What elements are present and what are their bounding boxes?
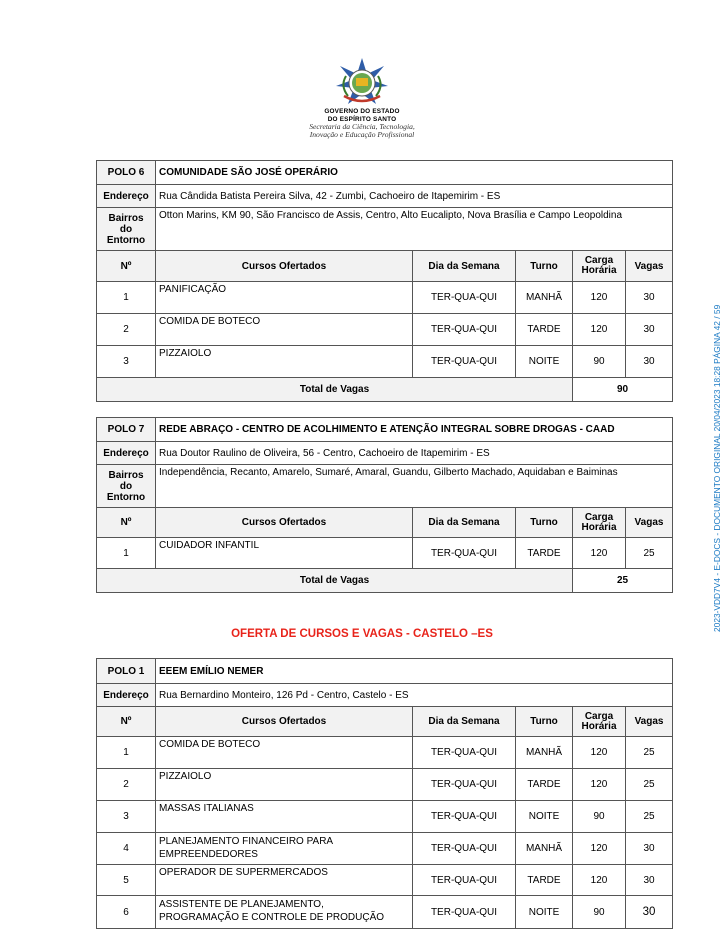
row-vagas: 30 <box>626 833 673 865</box>
row-carga: 120 <box>573 282 626 314</box>
row-curso <box>156 865 413 896</box>
col-header-vagas: Vagas <box>626 251 673 282</box>
row-curso-line: COMIDA DE BOTECO <box>159 739 261 750</box>
row-curso <box>156 896 413 929</box>
row-carga: 120 <box>573 833 626 865</box>
carga-line: Carga <box>584 710 614 722</box>
gov-line-1: GOVERNO DO ESTADO <box>324 108 400 115</box>
row-turno: TARDE <box>516 865 573 896</box>
state-seal-icon <box>334 56 390 108</box>
row-carga: 90 <box>573 801 626 833</box>
col-header-vagas: Vagas <box>626 707 673 737</box>
total-label: Total de Vagas <box>97 378 573 402</box>
col-header-vagas: Vagas <box>626 508 673 538</box>
row-vagas: 25 <box>626 769 673 801</box>
row-curso: PIZZAIOLO <box>156 346 413 378</box>
row-turno: MANHÃ <box>516 833 573 865</box>
row-num: 3 <box>97 346 156 378</box>
row-num: 1 <box>97 737 156 769</box>
row-dia: TER-QUA-QUI <box>413 314 516 346</box>
col-header-carga <box>573 508 626 538</box>
row-dia: TER-QUA-QUI <box>413 538 516 569</box>
table-row <box>97 538 673 569</box>
bairros-label-line: Entorno <box>106 491 146 503</box>
polo-label: POLO 6 <box>97 161 156 185</box>
row-dia: TER-QUA-QUI <box>413 865 516 896</box>
carga-line: Carga <box>584 511 614 523</box>
document-side-stamp <box>712 304 722 632</box>
carga-line: Horária <box>581 521 617 533</box>
polo7-table <box>96 417 673 593</box>
row-carga: 120 <box>573 769 626 801</box>
row-turno: MANHÃ <box>516 282 573 314</box>
total-value: 90 <box>573 378 673 402</box>
row-curso-line: MASSAS ITALIANAS <box>159 803 254 814</box>
row-vagas: 25 <box>626 801 673 833</box>
polo-address: Rua Doutor Raulino de Oliveira, 56 - Centro, Cachoeiro de Itapemirim - ES <box>156 442 673 465</box>
row-num: 1 <box>97 282 156 314</box>
bairros-label-line: Bairros <box>108 469 144 481</box>
polo-name: COMUNIDADE SÃO JOSÉ OPERÁRIO <box>156 161 673 185</box>
row-vagas: 30 <box>626 346 673 378</box>
carga-line: Carga <box>584 255 614 266</box>
bairros-label-line: Bairros <box>108 212 144 224</box>
row-dia: TER-QUA-QUI <box>413 833 516 865</box>
col-header-cursos: Cursos Ofertados <box>156 707 413 737</box>
polo-label: POLO 7 <box>97 418 156 442</box>
table-row <box>97 737 673 769</box>
col-header-num: Nº <box>97 508 156 538</box>
table-row <box>97 282 673 314</box>
row-turno: NOITE <box>516 801 573 833</box>
row-curso <box>156 833 413 865</box>
bairros-label <box>97 465 156 508</box>
col-header-cursos: Cursos Ofertados <box>156 251 413 282</box>
col-header-carga <box>573 251 626 282</box>
polo-address: Rua Cândida Batista Pereira Silva, 42 - Zumbi, Cachoeiro de Itapemirim - ES <box>156 185 673 208</box>
row-carga: 120 <box>573 314 626 346</box>
row-dia: TER-QUA-QUI <box>413 346 516 378</box>
row-vagas: 30 <box>626 314 673 346</box>
polo-name: REDE ABRAÇO - CENTRO DE ACOLHIMENTO E ATENÇÃO INTEGRAL SOBRE DROGAS - CAAD <box>156 418 673 442</box>
bairros-label-line: do <box>119 480 133 492</box>
row-turno: NOITE <box>516 346 573 378</box>
secretaria-line-2: Inovação e Educação Profissional <box>309 130 415 139</box>
table-row <box>97 314 673 346</box>
row-vagas: 25 <box>626 538 673 569</box>
row-num: 2 <box>97 769 156 801</box>
col-header-dia: Dia da Semana <box>413 707 516 737</box>
gov-line-2: DO ESPÍRITO SANTO <box>327 115 397 123</box>
carga-line: Horária <box>581 720 617 732</box>
table-row <box>97 896 673 929</box>
row-curso-line: OPERADOR DE SUPERMERCADOS <box>159 867 328 878</box>
row-curso-line: PROGRAMAÇÃO E CONTROLE DE PRODUÇÃO <box>159 912 385 923</box>
secretaria-line-1: Secretaria da Ciência, Tecnologia, <box>309 122 415 131</box>
row-num: 5 <box>97 865 156 896</box>
row-carga: 120 <box>573 865 626 896</box>
row-turno: MANHÃ <box>516 737 573 769</box>
row-vagas: 25 <box>626 737 673 769</box>
polo-name: EEEM EMÍLIO NEMER <box>156 659 673 684</box>
row-curso-line: PIZZAIOLO <box>159 771 212 782</box>
row-curso <box>156 769 413 801</box>
col-header-dia: Dia da Semana <box>413 508 516 538</box>
row-dia: TER-QUA-QUI <box>413 737 516 769</box>
side-stamp-text: 2023-VDD7V4 - E-DOCS - DOCUMENTO ORIGINAL 20/04/2023 18:28 PÁGINA 42 / 59 <box>712 304 722 632</box>
row-dia: TER-QUA-QUI <box>413 282 516 314</box>
row-turno: TARDE <box>516 538 573 569</box>
row-curso <box>156 801 413 833</box>
bairros-label-line: do <box>119 223 133 235</box>
polo-neighborhoods: Independência, Recanto, Amarelo, Sumaré, Amaral, Guandu, Gilberto Machado, Aquidaban e Baiminas <box>156 465 673 508</box>
row-num: 2 <box>97 314 156 346</box>
bairros-label-line: Entorno <box>106 234 146 246</box>
row-carga: 90 <box>573 896 626 929</box>
carga-line: Horária <box>581 265 617 276</box>
row-dia: TER-QUA-QUI <box>413 896 516 929</box>
table-row <box>97 769 673 801</box>
row-curso-line: EMPREENDEDORES <box>159 849 258 860</box>
section-title: OFERTA DE CURSOS E VAGAS - CASTELO –ES <box>231 628 493 640</box>
row-carga: 120 <box>573 737 626 769</box>
row-vagas: 30 <box>626 865 673 896</box>
row-turno: TARDE <box>516 769 573 801</box>
endereco-label: Endereço <box>97 684 156 707</box>
row-vagas: 30 <box>626 282 673 314</box>
row-num: 1 <box>97 538 156 569</box>
polo-address: Rua Bernardino Monteiro, 126 Pd - Centro, Castelo - ES <box>156 684 673 707</box>
row-num: 6 <box>97 896 156 929</box>
row-dia: TER-QUA-QUI <box>413 801 516 833</box>
bairros-label <box>97 208 156 251</box>
col-header-turno: Turno <box>516 508 573 538</box>
row-vagas: 30 <box>626 896 673 929</box>
total-value: 25 <box>573 569 673 593</box>
row-curso: PANIFICAÇÃO <box>156 282 413 314</box>
row-curso-line: PLANEJAMENTO FINANCEIRO PARA <box>159 836 334 847</box>
polo-neighborhoods: Otton Marins, KM 90, São Francisco de Assis, Centro, Alto Eucalipto, Nova Brasília e Campo Leopoldina <box>156 208 673 251</box>
castelo-polo1-table <box>96 658 673 929</box>
col-header-carga <box>573 707 626 737</box>
row-carga: 90 <box>573 346 626 378</box>
col-header-dia: Dia da Semana <box>413 251 516 282</box>
col-header-turno: Turno <box>516 707 573 737</box>
row-curso: CUIDADOR INFANTIL <box>156 538 413 569</box>
table-row <box>97 833 673 865</box>
polo-label: POLO 1 <box>97 659 156 684</box>
endereco-label: Endereço <box>97 442 156 465</box>
row-dia: TER-QUA-QUI <box>413 769 516 801</box>
row-carga: 120 <box>573 538 626 569</box>
table-row <box>97 865 673 896</box>
row-curso: COMIDA DE BOTECO <box>156 314 413 346</box>
table-row <box>97 346 673 378</box>
col-header-cursos: Cursos Ofertados <box>156 508 413 538</box>
row-turno: TARDE <box>516 314 573 346</box>
endereco-label: Endereço <box>97 185 156 208</box>
row-num: 3 <box>97 801 156 833</box>
total-label: Total de Vagas <box>97 569 573 593</box>
row-num: 4 <box>97 833 156 865</box>
page-header <box>0 56 724 139</box>
row-curso-line: ASSISTENTE DE PLANEJAMENTO, <box>159 899 324 910</box>
col-header-num: Nº <box>97 251 156 282</box>
table-row <box>97 801 673 833</box>
col-header-num: Nº <box>97 707 156 737</box>
row-curso <box>156 737 413 769</box>
col-header-turno: Turno <box>516 251 573 282</box>
row-turno: NOITE <box>516 896 573 929</box>
polo6-table <box>96 160 673 402</box>
